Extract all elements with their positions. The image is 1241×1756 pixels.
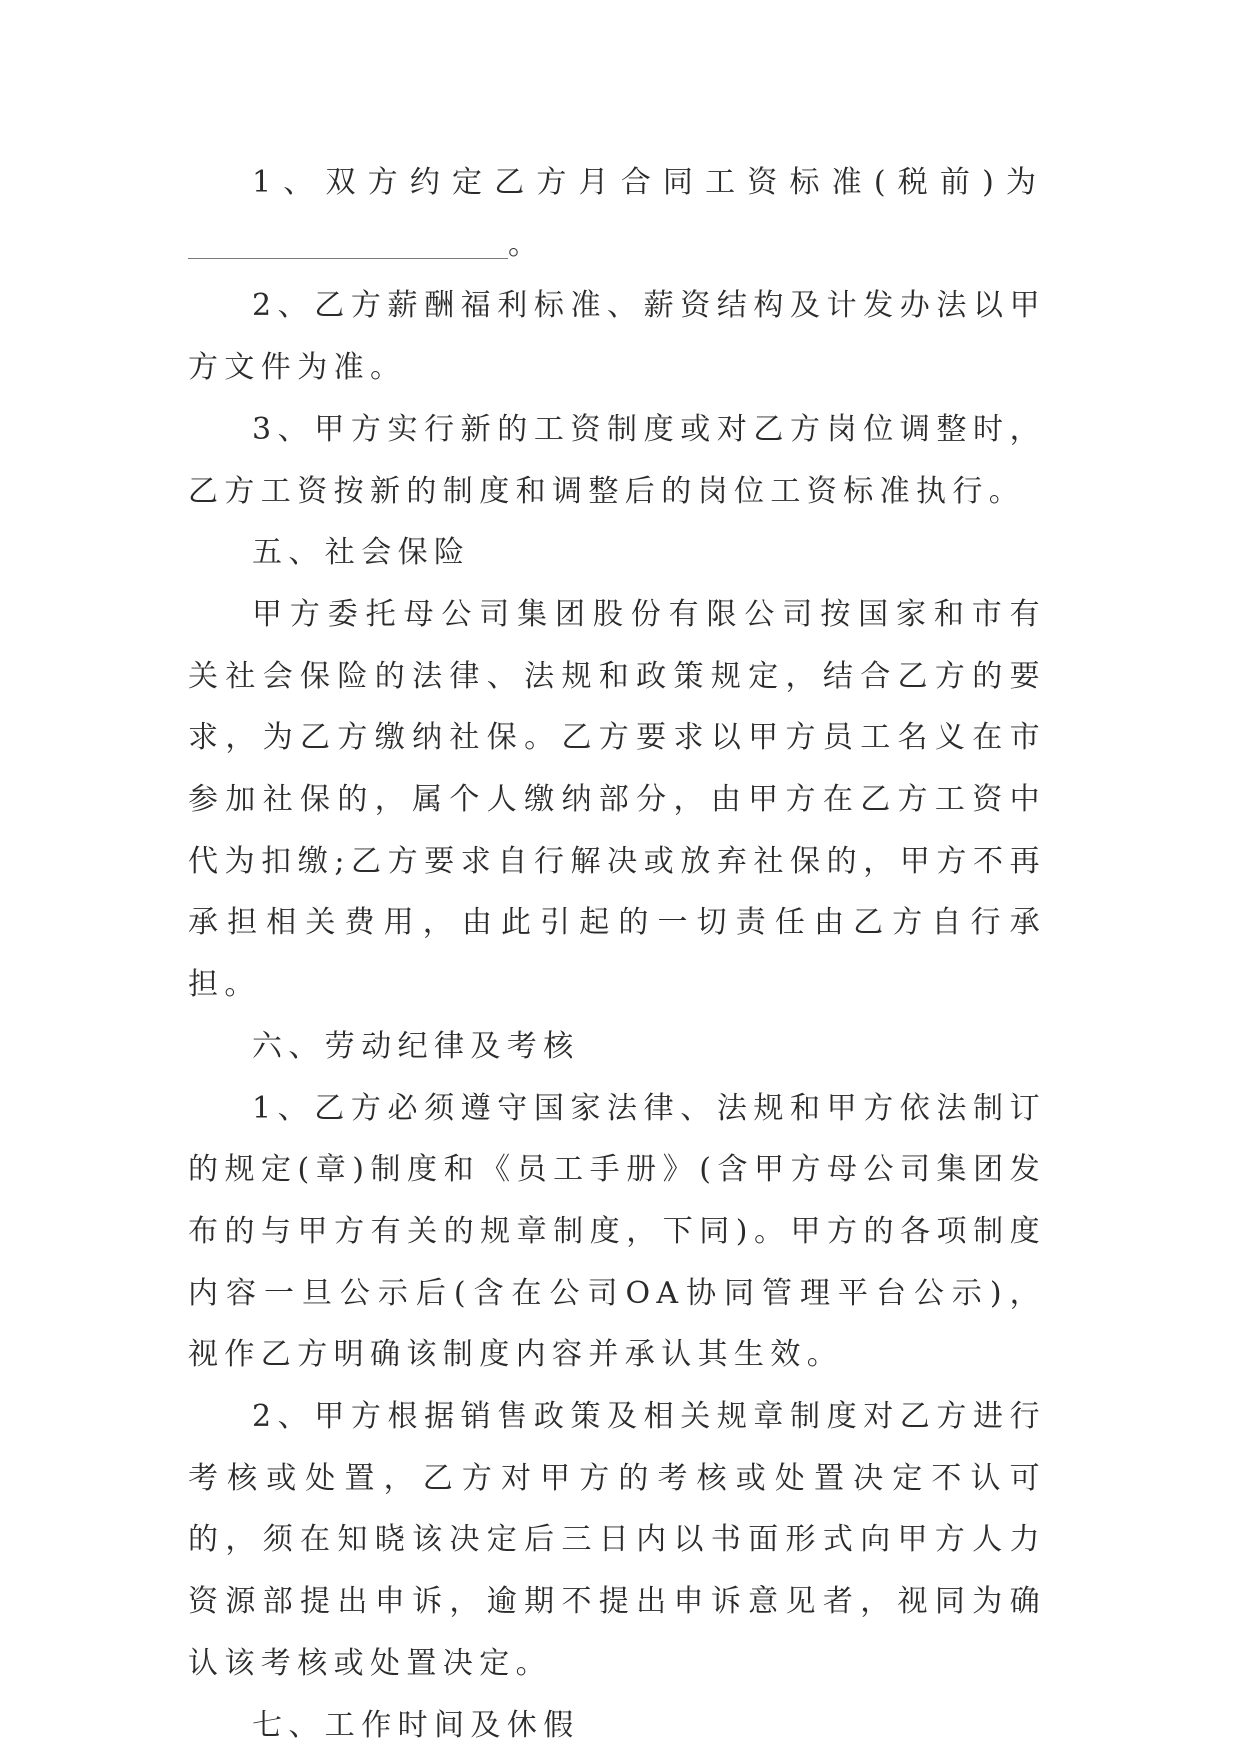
clause-assessment-appeal: 2、甲方根据销售政策及相关规章制度对乙方进行考核或处置，乙方对甲方的考核或处置决定不认可的，须在知晓该决定后三日内以书面形式向甲方人力资源部提出申诉，逾期不提出申诉意见者，视同为确认该考核或处置决定。 [188,1399,1046,1681]
document-body [188,152,1046,1756]
clause-wage-adjustment: 3、甲方实行新的工资制度或对乙方岗位调整时，乙方工资按新的制度和调整后的岗位工资标准执行。 [188,411,1046,509]
section-title-discipline: 六、劳动纪律及考核 [252,1028,580,1064]
blank-period: 。 [508,226,545,262]
section-title-social-insurance: 五、社会保险 [252,535,471,571]
clause-salary-benefits: 2、乙方薪酬福利标准、薪资结构及计发办法以甲方文件为准。 [188,288,1046,386]
clause-wage-standard: 1、双方约定乙方月合同工资标准(税前)为 [252,165,1046,200]
section-body-social-insurance: 甲方委托母公司集团股份有限公司按国家和市有关社会保险的法律、法规和政策规定，结合乙方的要求，为乙方缴纳社保。乙方要求以甲方员工名义在市参加社保的，属个人缴纳部分，由甲方在乙方工资中代为扣缴;乙方要求自行解决或放弃社保的，甲方不再承担相关费用，由此引起的一切责任由乙方自行承担。 [188,596,1046,1003]
section-title-working-hours: 七、工作时间及休假 [252,1707,580,1743]
fill-in-blank [188,258,508,259]
clause-rules-compliance: 1、乙方必须遵守国家法律、法规和甲方依法制订的规定(章)制度和《员工手册》(含甲方母公司集团发布的与甲方有关的规章制度，下同)。甲方的各项制度内容一旦公示后(含在公司OA协同管理平台公示)，视作乙方明确该制度内容并承认其生效。 [188,1090,1046,1373]
wage-blank-line [188,214,1046,276]
